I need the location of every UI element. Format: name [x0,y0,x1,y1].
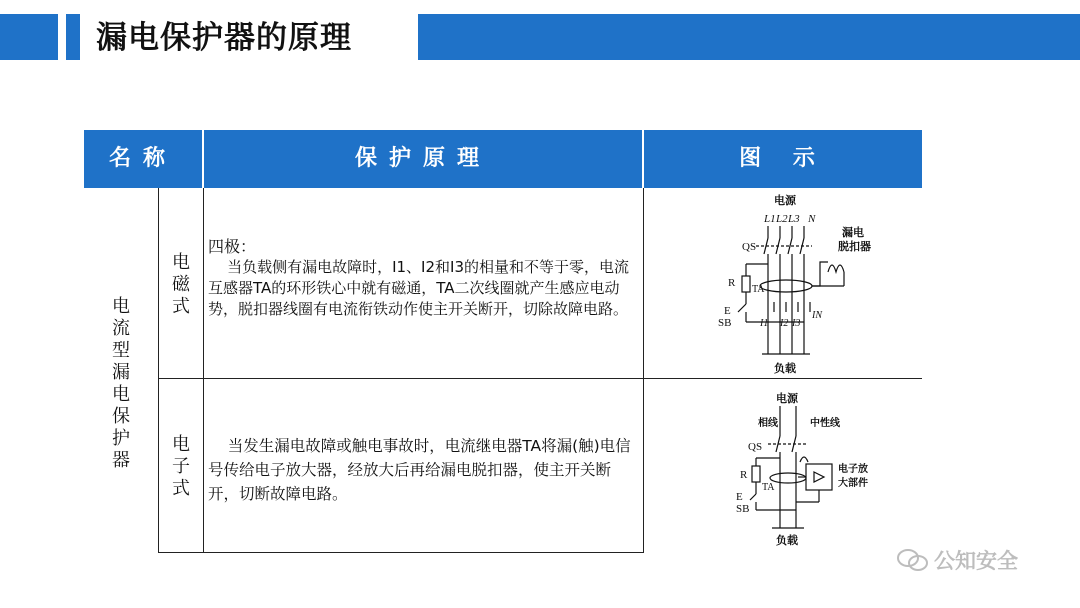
label-amp1: 电子放 [838,464,868,475]
label-sb: SB [718,317,732,329]
page-title: 漏电保护器的原理 [96,20,352,56]
watermark-label: 公知安全 [934,549,1018,573]
table-rule [158,552,644,553]
electronic-diagram [724,390,884,550]
principle-line: 四极： [208,237,257,256]
principle-line: 当发生漏电故障或触电事故时，电流继电器TA将漏(触)电信号传给电子放大器，经放大后再给漏电脱扣器，使主开关断开，切断故障电路。 [208,437,631,503]
header-divider [202,130,204,188]
label-ta: TA [752,284,765,295]
header-diagram: 图 示 [739,146,827,171]
label-l3: L3 [788,213,800,225]
label-release: 漏电 [842,227,864,239]
header-name: 名称 [108,146,177,171]
label-l1: L1 [764,213,776,225]
label-i3: I3 [792,318,801,329]
header-accent-block [0,14,58,60]
label-ta: TA [762,482,775,493]
table-rule [203,188,204,553]
label-power: 电源 [776,393,798,405]
label-phase: 相线 [758,418,778,429]
table-rule [158,188,159,553]
wechat-icon [896,548,930,572]
label-neutral: 中性线 [810,418,840,429]
principle-text [208,434,638,506]
principle-text [208,236,638,320]
label-qs: QS [742,241,757,253]
header-divider [642,130,644,188]
electromagnetic-diagram [712,192,882,376]
header-accent-bar [66,14,80,60]
label-load: 负载 [776,535,798,547]
label-n: N [808,213,816,225]
label-e: E [736,491,743,503]
label-r: R [740,469,748,481]
header-principle: 保护原理 [354,146,491,171]
label-power: 电源 [774,195,796,207]
label-load: 负载 [774,363,796,375]
label-l2: L2 [776,213,788,225]
row-type-label: 电子式 [172,434,190,499]
principle-line: 当负载侧有漏电故障时，I1、I2和I3的相量和不等于零，电流互感器TA的环形铁心中就有磁通，TA二次线圈就产生感应电动势，脱扣器线圈有电流衔铁动作使主开关断开，切除故障电路。 [208,258,629,318]
header-band [418,14,1080,60]
table-rule [158,378,922,379]
label-i1: I1 [760,318,769,329]
label-release2: 脱扣器 [838,241,871,253]
label-sb: SB [736,503,750,515]
label-amp2: 大部件 [838,478,868,489]
row-type-label: 电磁式 [172,252,190,317]
label-qs: QS [748,441,763,453]
table-rule [643,188,644,553]
label-i2: I2 [780,318,789,329]
label-r: R [728,277,736,289]
group-label: 电流型漏电保护器 [112,296,130,471]
table-header [84,130,922,188]
label-e: E [724,305,731,317]
label-in: IN [812,310,822,321]
